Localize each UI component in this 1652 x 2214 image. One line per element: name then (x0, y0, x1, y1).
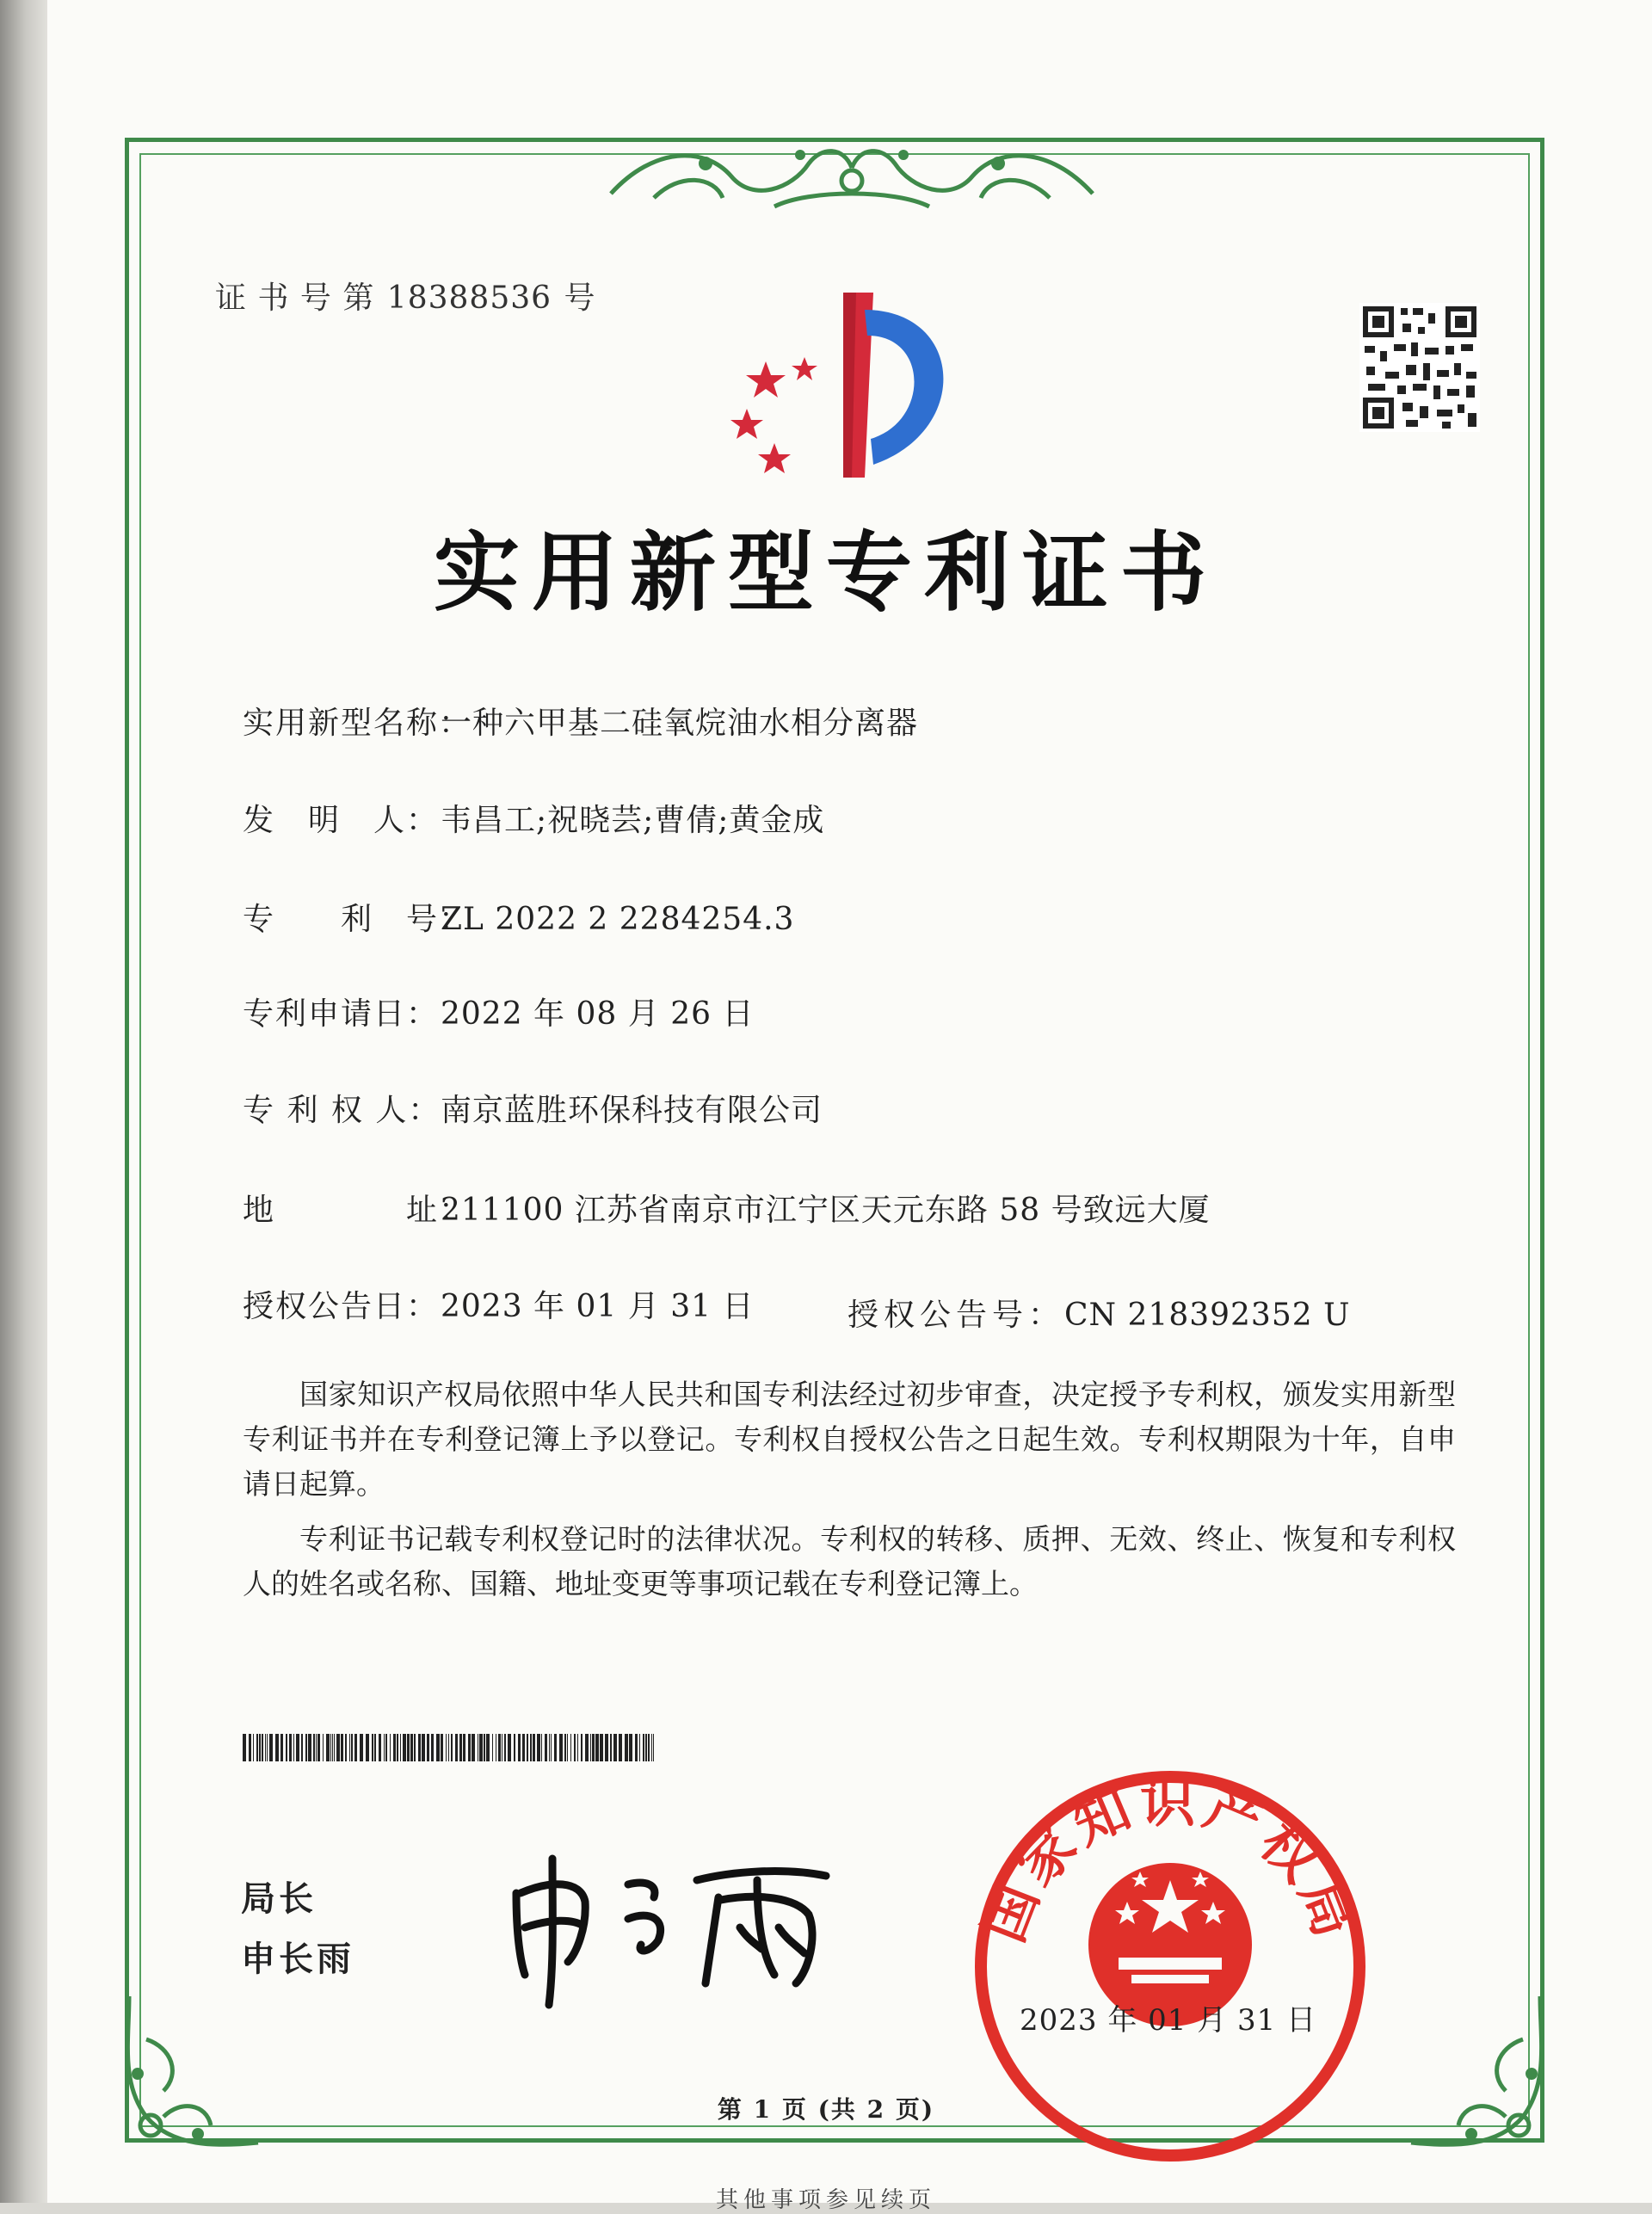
director-name: 申长雨 (241, 1940, 354, 1979)
field-patentee (243, 1086, 823, 1130)
cert-no-prefix: 证 书 号 第 (215, 281, 375, 316)
next-page-note: 其他事项参见续页 (715, 2187, 936, 2213)
certificate-body-text (243, 1372, 1456, 1617)
field-patent-number (243, 895, 794, 939)
field-label: 实用新型名称： (243, 706, 472, 741)
bottom-right-ornament-icon (1394, 1988, 1557, 2160)
field-value: 一种六甲基二硅氧烷油水相分离器 (441, 706, 919, 741)
field-value: ZL 2022 2 2284254.3 (441, 902, 795, 937)
cert-no-value: 18388536 (386, 281, 552, 316)
director-title: 局长 (241, 1879, 317, 1919)
field-grant-date (243, 1282, 754, 1326)
certificate-number (215, 274, 596, 318)
field-application-date (243, 990, 754, 1033)
field-value: 南京蓝胜环保科技有限公司 (441, 1093, 823, 1128)
qr-code-icon (1359, 303, 1480, 432)
body-paragraph-2: 专利证书记载专利权登记时的法律状况。专利权的转移、质押、无效、终止、恢复和专利权人的姓名或名称、国籍、地址变更等事项记载在专利登记簿上。 (243, 1522, 1456, 1600)
top-ornament-icon (602, 129, 1101, 224)
seal-date: 2023 年 01 月 31 日 (1020, 2003, 1317, 2038)
seal-text: 国家知识产权局 (972, 1771, 1368, 1951)
handwritten-signature-icon (499, 1833, 860, 2022)
field-label: 专 利 号： (243, 902, 472, 937)
field-value: 2023 年 01 月 31 日 (441, 1289, 755, 1324)
field-label: 授权公告日： (243, 1289, 440, 1324)
field-label: 专利申请日： (243, 996, 440, 1032)
field-label: 发 明 人： (243, 803, 440, 838)
field-value: 2022 年 08 月 26 日 (441, 996, 755, 1032)
body-paragraph-1: 国家知识产权局依照中华人民共和国专利法经过初步审查，决定授予专利权，颁发实用新型专利证书并在专利登记簿上予以登记。专利权自授权公告之日起生效。专利权期限为十年，自申请日起算。 (243, 1378, 1456, 1501)
page-number: 第 1 页 (共 2 页) (717, 2095, 935, 2124)
barcode-icon (243, 1734, 656, 1761)
field-label: 专 利 权 人： (243, 1093, 441, 1128)
field-address (243, 1186, 1211, 1230)
field-value: 韦昌工;祝晓芸;曹倩;黄金成 (441, 803, 825, 838)
field-inventor (243, 796, 824, 840)
field-label: 地 址： (243, 1193, 472, 1228)
certificate-title: 实用新型专利证书 (434, 522, 1218, 623)
cert-no-suffix: 号 (564, 281, 596, 316)
field-value: CN 218392352 U (1064, 1298, 1351, 1333)
bottom-left-ornament-icon (112, 1988, 275, 2160)
field-label: 授权公告号： (848, 1298, 1065, 1333)
field-grant-number (848, 1291, 1350, 1335)
cnipa-logo-icon (714, 284, 981, 490)
field-utility-model-name (243, 699, 918, 743)
field-value: 211100 江苏省南京市江宁区天元东路 58 号致远大厦 (441, 1193, 1211, 1228)
